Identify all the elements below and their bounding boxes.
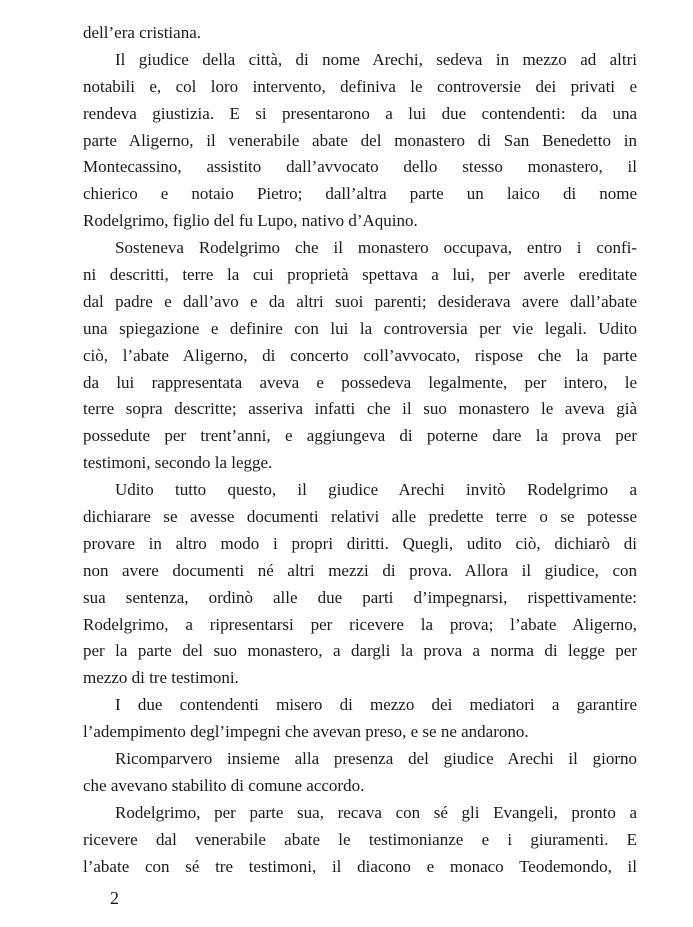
text-line: Udito tutto questo, il giudice Arechi invitò Rodelgrimo a bbox=[115, 480, 637, 500]
text-line: che avevano stabilito di comune accordo. bbox=[83, 775, 365, 795]
document-body bbox=[83, 20, 637, 881]
text-line: Il giudice della città, di nome Arechi, sedeva in mezzo ad altri bbox=[115, 49, 637, 69]
text-line: Rodelgrimo, per parte sua, recava con sé gli Evangeli, pronto a bbox=[115, 802, 637, 822]
text-line: dell’era cristiana. bbox=[83, 23, 201, 42]
text-line: ricevere dal venerabile abate le testimonianze e i giuramenti. E bbox=[83, 829, 637, 849]
text-line: chierico e notaio Pietro; dall’altra parte un laico di nome bbox=[83, 184, 637, 204]
text-line: mezzo di tre testimoni. bbox=[83, 668, 239, 688]
text-line: notabili e, col loro intervento, definiva le controversie dei privati e bbox=[83, 76, 637, 96]
text-line: ni descritti, terre la cui proprietà spettava a lui, per averle ereditate bbox=[83, 265, 637, 285]
text-line: l’adempimento degl’impegni che avevan preso, e se ne andarono. bbox=[83, 722, 529, 742]
text-line: rendeva giustizia. E si presentarono a lui due contendenti: da una bbox=[83, 103, 637, 123]
text-line: dal padre e dall’avo e da altri suoi parenti; desiderava avere dall’abate bbox=[83, 291, 637, 311]
text-line: ciò, l’abate Aligerno, di concerto coll’avvocato, rispose che la parte bbox=[83, 345, 637, 365]
text-line: sua sentenza, ordinò alle due parti d’impegnarsi, rispettivamente: bbox=[83, 587, 637, 607]
text-line: non avere documenti né altri mezzi di prova. Allora il giudice, con bbox=[83, 560, 637, 580]
text-line: provare in altro modo i propri diritti. Quegli, udito ciò, dichiarò di bbox=[83, 533, 637, 553]
text-line: una spiegazione e definire con lui la controversia per vie legali. Udito bbox=[83, 318, 637, 338]
text-line: per la parte del suo monastero, a dargli la prova a norma di legge per bbox=[83, 641, 637, 661]
text-line: parte Aligerno, il venerabile abate del monastero di San Benedetto in bbox=[83, 130, 637, 150]
text-line: dichiarare se avesse documenti relativi alle predette terre o se potesse bbox=[83, 507, 637, 527]
text-line: testimoni, secondo la legge. bbox=[83, 453, 273, 473]
text-line: da lui rappresentata aveva e possedeva legalmente, per intero, le bbox=[83, 372, 637, 392]
text-line: Montecassino, assistito dall’avvocato dello stesso monastero, il bbox=[83, 157, 637, 177]
text-line: Sosteneva Rodelgrimo che il monastero occupava, entro i confi- bbox=[115, 238, 637, 258]
page-number: 2 bbox=[110, 888, 119, 908]
text-line: Rodelgrimo, a ripresentarsi per ricevere la prova; l’abate Aligerno, bbox=[83, 614, 637, 634]
text-line: possedute per trent’anni, e aggiungeva di poterne dare la prova per bbox=[83, 426, 637, 446]
text-line: l’abate con sé tre testimoni, il diacono e monaco Teodemondo, il bbox=[83, 856, 637, 876]
text-line: terre sopra descritte; asseriva infatti che il suo monastero le aveva già bbox=[83, 399, 637, 419]
text-line: I due contendenti misero di mezzo dei mediatori a garantire bbox=[115, 695, 637, 715]
text-line: Rodelgrimo, figlio del fu Lupo, nativo d’Aquino. bbox=[83, 211, 418, 231]
text-line: Ricomparvero insieme alla presenza del giudice Arechi il giorno bbox=[115, 749, 637, 769]
